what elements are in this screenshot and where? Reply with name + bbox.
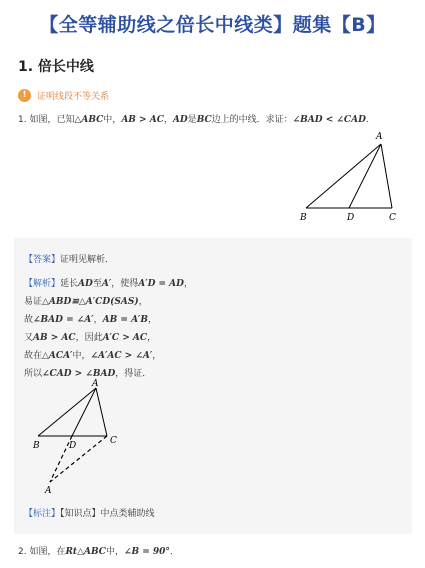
q1-text: 是 <box>187 115 197 125</box>
analysis-text: ， <box>147 333 157 343</box>
note-line <box>24 506 155 519</box>
segment-ca <box>50 436 107 482</box>
q1-segment-bc: BC <box>196 115 212 125</box>
triangle-figure-1 <box>296 128 406 224</box>
q1-text: 中， <box>103 115 122 125</box>
analysis-text: 又 <box>24 333 34 343</box>
analysis-math: AB > AC <box>33 333 76 343</box>
analysis-text: 易证 <box>24 297 43 307</box>
q2-text: 中， <box>105 547 124 557</box>
label-b: B <box>300 213 307 223</box>
label-b: B <box>33 441 40 451</box>
analysis-text: ，因此 <box>75 333 103 343</box>
side-ab <box>306 144 381 208</box>
side-ac <box>96 388 107 436</box>
median-ad <box>72 388 96 436</box>
q1-text: 边上的中线．求证： <box>211 115 293 125</box>
analysis-text: ，得证． <box>115 369 152 379</box>
label-d: D <box>69 441 77 451</box>
analysis-line-3 <box>24 312 157 325</box>
analysis-text: 所以 <box>24 369 43 379</box>
question-1 <box>18 112 375 125</box>
label-a: A <box>92 379 99 389</box>
analysis-math: A′ <box>101 279 112 289</box>
q2-triangle: Rt△ABC <box>65 547 106 557</box>
q1-prefix: 1. 如图，已知 <box>18 115 75 125</box>
triangle-figure-2 <box>32 378 142 496</box>
exclamation-icon: ! <box>18 89 31 102</box>
label-a-prime: A <box>45 486 52 496</box>
analysis-line-5 <box>24 348 161 361</box>
answer-panel <box>14 238 412 534</box>
knowledge-tag-text[interactable]: 证明线段不等关系 <box>37 91 110 102</box>
analysis-text: ，使得 <box>111 279 139 289</box>
analysis-math: ∠CAD > ∠BAD <box>42 369 116 379</box>
q2-angle: ∠B = 90° <box>123 547 170 557</box>
q1-inequality: AB > AC <box>121 115 164 125</box>
analysis-text: 中， <box>72 351 91 361</box>
analysis-label: 【解析】 <box>24 279 61 289</box>
median-ad <box>349 144 381 208</box>
label-c: C <box>110 436 117 446</box>
page-title: 【全等辅助线之倍长中线类】题集【B】 <box>39 14 386 36</box>
question-2 <box>18 544 179 557</box>
label-d: D <box>347 213 355 223</box>
q2-prefix: 2. 如图，在 <box>18 547 66 557</box>
analysis-line-2 <box>24 294 148 307</box>
answer-text: 证明见解析． <box>60 255 115 265</box>
analysis-text: ， <box>152 351 162 361</box>
analysis-text: ， <box>138 297 148 307</box>
answer-label: 【答案】 <box>24 255 61 265</box>
analysis-math: ∠BAD = ∠A′ <box>33 315 94 325</box>
analysis-text: 故在 <box>24 351 43 361</box>
analysis-text: 至 <box>92 279 102 289</box>
side-ab <box>38 388 96 436</box>
analysis-text: ， <box>183 279 193 289</box>
label-c: C <box>389 213 396 223</box>
analysis-text: 故 <box>24 315 34 325</box>
knowledge-tag[interactable] <box>18 86 109 104</box>
side-ac <box>381 144 392 208</box>
analysis-math: A′C > AC <box>102 333 148 343</box>
answer-line <box>24 252 114 265</box>
q1-text: ， <box>163 115 173 125</box>
analysis-text: ， <box>148 315 158 325</box>
q1-triangle: △ABC <box>74 115 104 125</box>
analysis-math: △ACA′ <box>42 351 73 361</box>
note-text[interactable]: 【知识点】中点类辅助线 <box>60 509 155 519</box>
section-heading: 1. 倍长中线 <box>18 59 94 75</box>
analysis-line-4 <box>24 330 156 343</box>
analysis-math: A′D = AD <box>138 279 184 289</box>
analysis-math: AB = A′B <box>102 315 149 325</box>
label-a: A <box>376 132 383 142</box>
q1-goal: ∠BAD < ∠CAD <box>292 115 366 125</box>
q2-end: ． <box>169 547 179 557</box>
analysis-text: 延长 <box>60 279 79 289</box>
analysis-math: AD <box>78 279 93 289</box>
analysis-text: ， <box>93 315 103 325</box>
note-label: 【标注】 <box>24 509 61 519</box>
analysis-line-1 <box>24 276 193 289</box>
q1-segment-ad: AD <box>172 115 188 125</box>
analysis-math: ∠A′AC > ∠A′ <box>90 351 153 361</box>
q1-end: ． <box>365 115 375 125</box>
analysis-math: △ABD≌△A′CD(SAS) <box>42 297 139 307</box>
